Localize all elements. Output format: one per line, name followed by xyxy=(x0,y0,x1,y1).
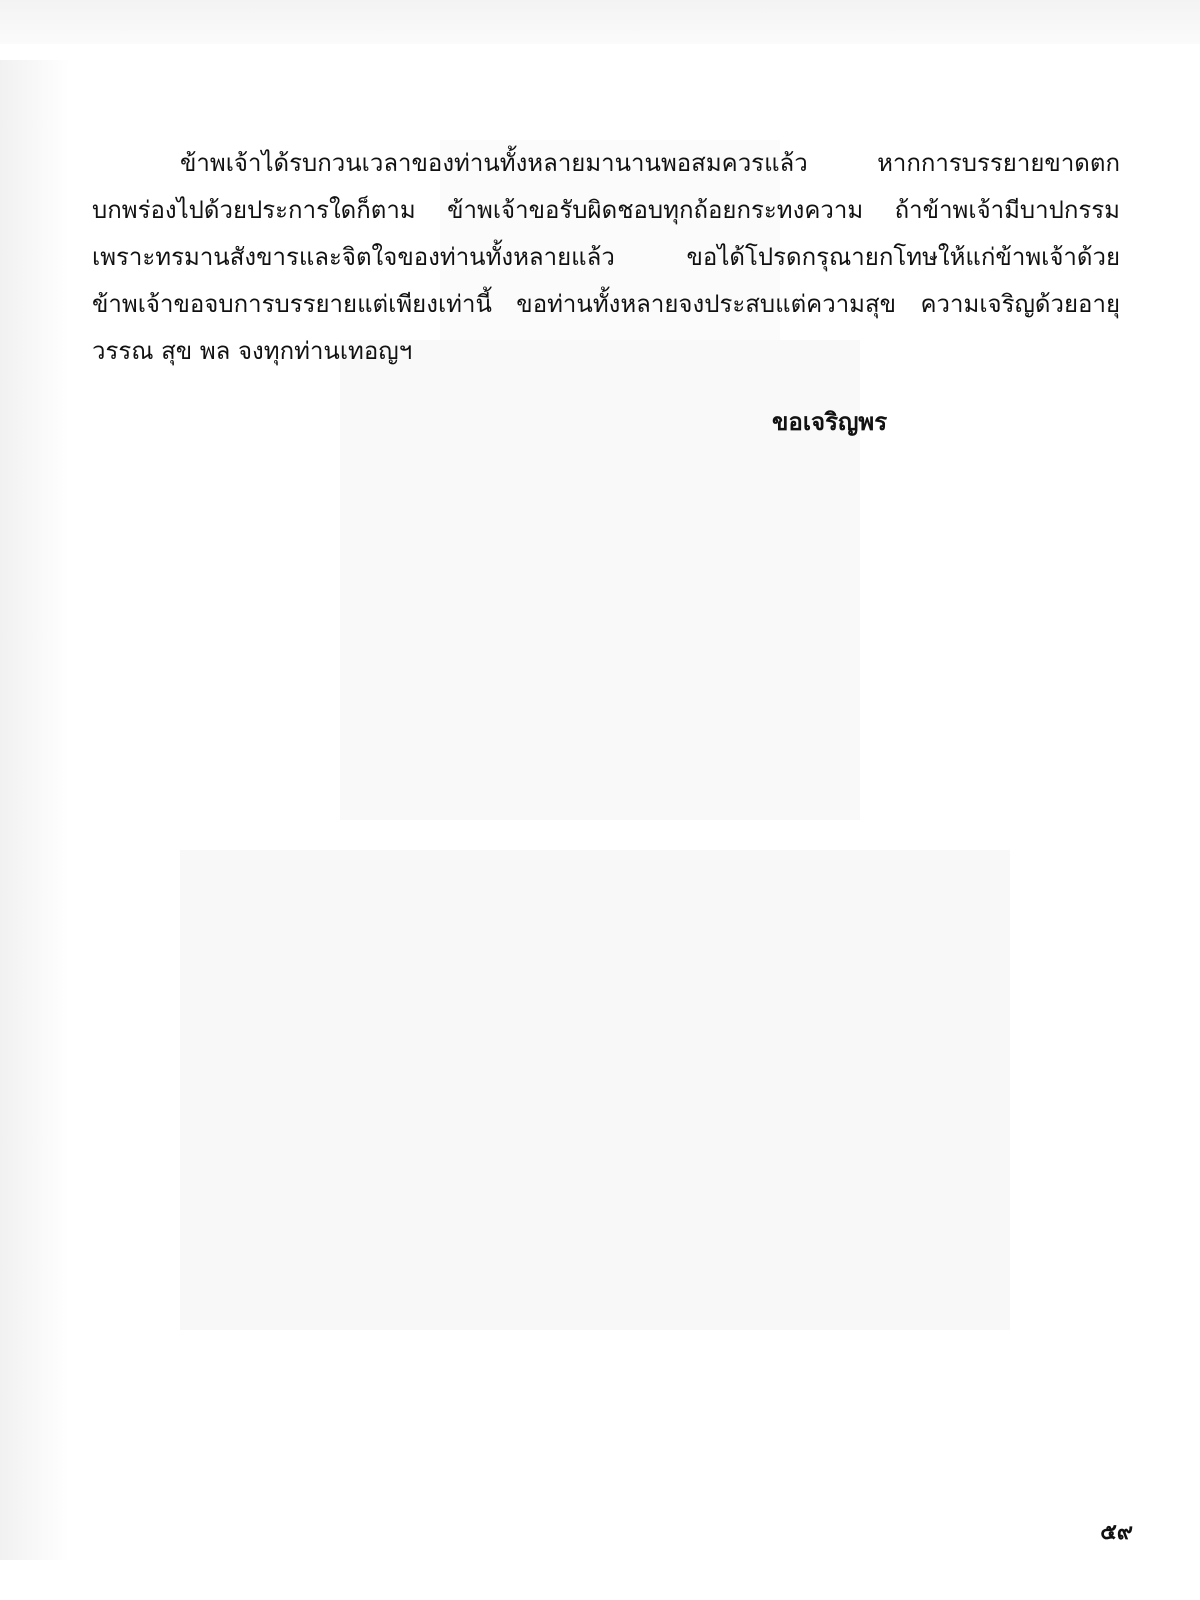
page-number: ๕๙ xyxy=(1100,1519,1133,1545)
scan-left-edge xyxy=(0,60,70,1560)
scan-top-strip xyxy=(0,0,1200,44)
bleed-through-shadow xyxy=(180,850,1010,1330)
body-paragraph: ข้าพเจ้าได้รบกวนเวลาของท่านทั้งหลายมานานพอสมควรแล้ว หากการบรรยายขาดตกบกพร่องไปด้วยประการใดก็ตาม ข้าพเจ้าขอรับผิดชอบทุกถ้อยกระทงความ ถ้าข้าพเจ้ามีบาปกรรมเพราะทรมานสังขารและจิตใจของท่านทั้งหลายแล้ว ขอได้โปรดกรุณายกโทษให้แก่ข้าพเจ้าด้วย ข้าพเจ้าขอจบการบรรยายแต่เพียงเท่านี้ ขอท่านทั้งหลายจงประสบแต่ความสุข ความเจริญด้วยอายุ วรรณ สุข พล จงทุกท่านเทอญฯ xyxy=(92,149,1120,365)
closing-salutation: ขอเจริญพร xyxy=(772,407,888,436)
